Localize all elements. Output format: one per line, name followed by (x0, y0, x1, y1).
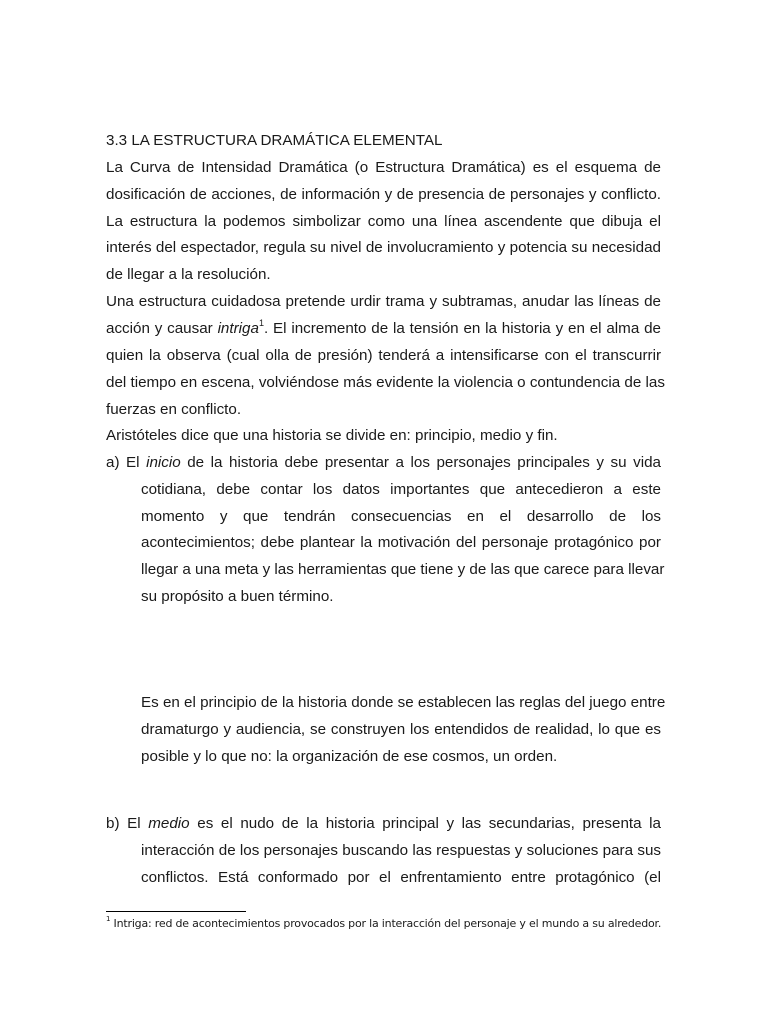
indented-paragraph-line: posible y lo que no: la organización de ese cosmos, un orden. (141, 748, 558, 765)
list-marker: a) El (106, 454, 147, 471)
paragraph-line: del tiempo en escena, volviéndose más evidente la violencia o contundencia de las (106, 374, 665, 391)
italic-term: inicio (146, 454, 181, 471)
paragraph-line: La Curva de Intensidad Dramática (o Estructura Dramática) es el esquema de (106, 159, 661, 176)
list-item-line: interacción de los personajes buscando las respuestas y soluciones para sus (141, 842, 661, 859)
indented-paragraph-line: dramaturgo y audiencia, se construyen los entendidos de realidad, lo que es (141, 721, 661, 738)
list-marker: b) El (106, 815, 149, 832)
list-item-line: su propósito a buen término. (141, 588, 334, 605)
indented-paragraph-line: Es en el principio de la historia donde se establecen las reglas del juego entre (141, 694, 666, 711)
section-heading: 3.3 LA ESTRUCTURA DRAMÁTICA ELEMENTAL (106, 132, 443, 149)
paragraph-line: Aristóteles dice que una historia se divide en: principio, medio y fin. (106, 427, 558, 444)
list-item-line: conflictos. Está conformado por el enfrentamiento entre protagónico (el (141, 869, 661, 886)
paragraph-line: La estructura la podemos simbolizar como una línea ascendente que dibuja el (106, 213, 661, 230)
footnote (106, 917, 661, 931)
italic-term: intriga (217, 320, 259, 337)
list-item-line: momento y que tendrán consecuencias en el desarrollo de los (141, 508, 661, 525)
paragraph-line: interés del espectador, regula su nivel de involucramiento y potencia su necesidad (106, 239, 661, 256)
text-span: . El incremento de la tensión en la historia y en el alma de (263, 320, 661, 337)
paragraph-line: de llegar a la resolución. (106, 266, 271, 283)
paragraph-line: Una estructura cuidadosa pretende urdir trama y subtramas, anudar las líneas de (106, 293, 661, 310)
list-item-a-first-line (106, 449, 661, 476)
paragraph-line: fuerzas en conflicto. (106, 401, 242, 418)
list-item-line: cotidiana, debe contar los datos importantes que antecedieron a este (141, 481, 661, 498)
paragraph-line: dosificación de acciones, de información y de presencia de personajes y conflicto. (106, 186, 661, 203)
footnote-text: Intriga: red de acontecimientos provocados por la interacción del personaje y el mundo a su alrededor. (110, 917, 662, 930)
footnote-number: 1 (106, 915, 111, 924)
footnote-reference[interactable]: 1 (258, 317, 264, 328)
list-item-line: llegar a una meta y las herramientas que tiene y de las que carece para llevar (141, 561, 665, 578)
paragraph-line-with-footnote-ref (106, 315, 661, 342)
list-item-line: acontecimientos; debe plantear la motivación del personaje protagónico por (141, 534, 661, 551)
paragraph-line: quien la observa (cual olla de presión) tenderá a intensificarse con el transcurrir (106, 347, 661, 364)
italic-term: medio (148, 815, 190, 832)
text-span: de la historia debe presentar a los personajes principales y su vida (180, 454, 661, 471)
list-item-b-first-line (106, 810, 661, 837)
text-span: es el nudo de la historia principal y las secundarias, presenta la (189, 815, 661, 832)
text-span: acción y causar (106, 320, 218, 337)
footnote-separator (106, 911, 246, 912)
